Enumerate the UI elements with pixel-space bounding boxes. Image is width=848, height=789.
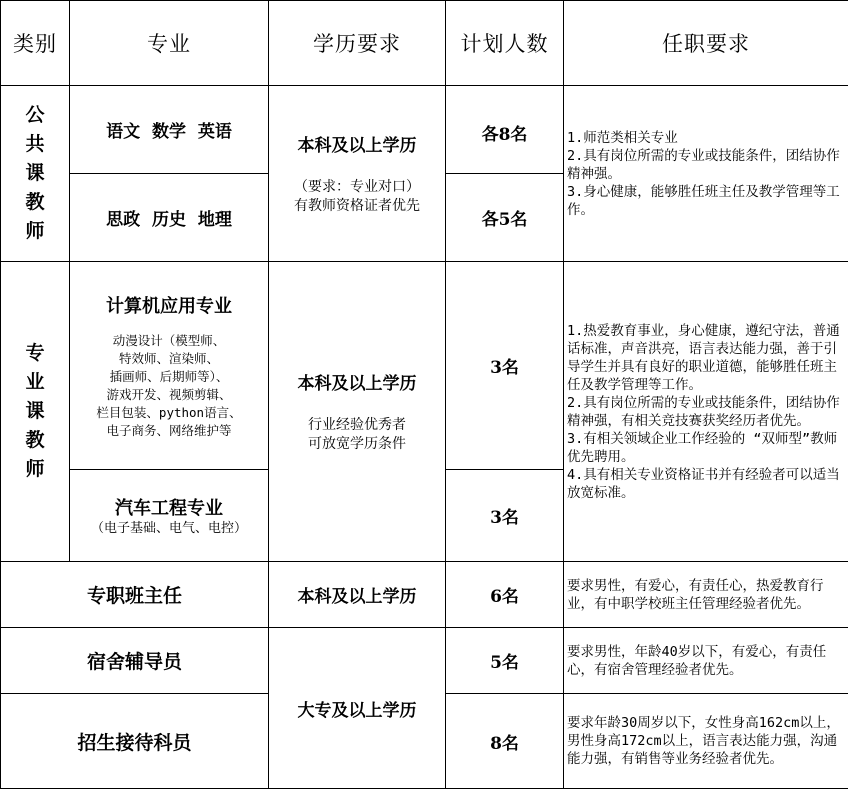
requirement-item: 2.具有岗位所需的专业或技能条件，团结协作精神强，有相关竞技赛获奖经历者优先。 — [567, 394, 845, 430]
header-requirements: 任职要求 — [564, 1, 848, 86]
public-category-cell — [1, 86, 70, 262]
header-major: 专业 — [70, 1, 269, 86]
professional-requirements — [564, 262, 848, 562]
requirement-item: 3.有相关领域企业工作经验的 “双师型”教师优先聘用。 — [567, 430, 845, 466]
professional-category-char: 专 — [1, 339, 69, 368]
computer-major-detail: 栏目包装、python语言、 — [70, 404, 268, 422]
header-education: 学历要求 — [269, 1, 446, 86]
professional-category-char: 课 — [1, 397, 69, 426]
dorm-row — [1, 628, 848, 694]
dorm-requirements: 要求男性，年龄40岁以下，有爱心，有责任心，有宿舍管理经验者优先。 — [564, 628, 848, 694]
computer-major-cell — [70, 262, 269, 470]
admissions-count: 8名 — [446, 694, 564, 789]
homeroom-title: 专职班主任 — [1, 562, 269, 628]
computer-count: 3名 — [446, 262, 564, 470]
public-major-languages: 语文 数学 英语 — [70, 86, 269, 174]
professional-education-note-1: 行业经验优秀者 — [269, 416, 445, 435]
auto-major-cell — [70, 470, 269, 562]
professional-category-char: 师 — [1, 455, 69, 484]
professional-row-1 — [1, 262, 848, 470]
homeroom-row — [1, 562, 848, 628]
requirement-item: 3.身心健康，能够胜任班主任及教学管理等工作。 — [567, 183, 845, 219]
admissions-title: 招生接待科员 — [1, 694, 269, 789]
computer-major-detail: 动漫设计（模型师、 — [70, 332, 268, 350]
professional-education-note-2: 可放宽学历条件 — [269, 435, 445, 454]
computer-major-title: 计算机应用专业 — [70, 292, 268, 318]
public-category-char: 公 — [1, 101, 69, 130]
public-count-2: 各5名 — [446, 174, 564, 262]
public-requirements — [564, 86, 848, 262]
college-education: 大专及以上学历 — [269, 628, 446, 789]
public-category-char: 教 — [1, 188, 69, 217]
public-education-note-1: （要求：专业对口） — [269, 178, 445, 197]
computer-major-detail: 特效师、渲染师、 — [70, 350, 268, 368]
professional-category-char: 教 — [1, 426, 69, 455]
computer-major-detail: 游戏开发、视频剪辑、 — [70, 386, 268, 404]
public-education-cell — [269, 86, 446, 262]
header-row — [1, 1, 848, 86]
dorm-count: 5名 — [446, 628, 564, 694]
homeroom-education: 本科及以上学历 — [269, 562, 446, 628]
auto-count: 3名 — [446, 470, 564, 562]
computer-major-detail: 电子商务、网络维护等 — [70, 422, 268, 440]
public-major-humanities: 思政 历史 地理 — [70, 174, 269, 262]
admissions-requirements: 要求年龄30周岁以下，女性身高162cm以上，男性身高172cm以上，语言表达能力强，沟通能力强，有销售等业务经验者优先。 — [564, 694, 848, 789]
professional-category-cell — [1, 262, 70, 562]
homeroom-requirements: 要求男性，有爱心，有责任心，热爱教育行业，有中职学校班主任管理经验者优先。 — [564, 562, 848, 628]
public-category-char: 共 — [1, 130, 69, 159]
professional-education-cell — [269, 262, 446, 562]
requirement-item: 1.热爱教育事业，身心健康，遵纪守法，普通话标准，声音洪亮，语言表达能力强，善于引导学生并具有良好的职业道德，能够胜任班主任及教学管理等工作。 — [567, 322, 845, 394]
dorm-title: 宿舍辅导员 — [1, 628, 269, 694]
auto-major-title: 汽车工程专业 — [70, 494, 268, 520]
requirement-item: 2.具有岗位所需的专业或技能条件，团结协作精神强。 — [567, 147, 845, 183]
public-row-1 — [1, 86, 848, 174]
professional-education: 本科及以上学历 — [269, 369, 445, 394]
public-education-note-2: 有教师资格证者优先 — [269, 197, 445, 216]
header-headcount: 计划人数 — [446, 1, 564, 86]
public-education: 本科及以上学历 — [269, 131, 445, 156]
computer-major-detail: 插画师、后期师等）、 — [70, 368, 268, 386]
homeroom-count: 6名 — [446, 562, 564, 628]
requirement-item: 1.师范类相关专业 — [567, 129, 845, 147]
requirement-item: 4.具有相关专业资格证书并有经验者可以适当放宽标准。 — [567, 466, 845, 502]
header-category: 类别 — [1, 1, 70, 86]
public-category-char: 课 — [1, 159, 69, 188]
public-category-char: 师 — [1, 217, 69, 246]
auto-major-detail: （电子基础、电气、电控） — [70, 520, 268, 538]
professional-category-char: 业 — [1, 368, 69, 397]
public-count-1: 各8名 — [446, 86, 564, 174]
